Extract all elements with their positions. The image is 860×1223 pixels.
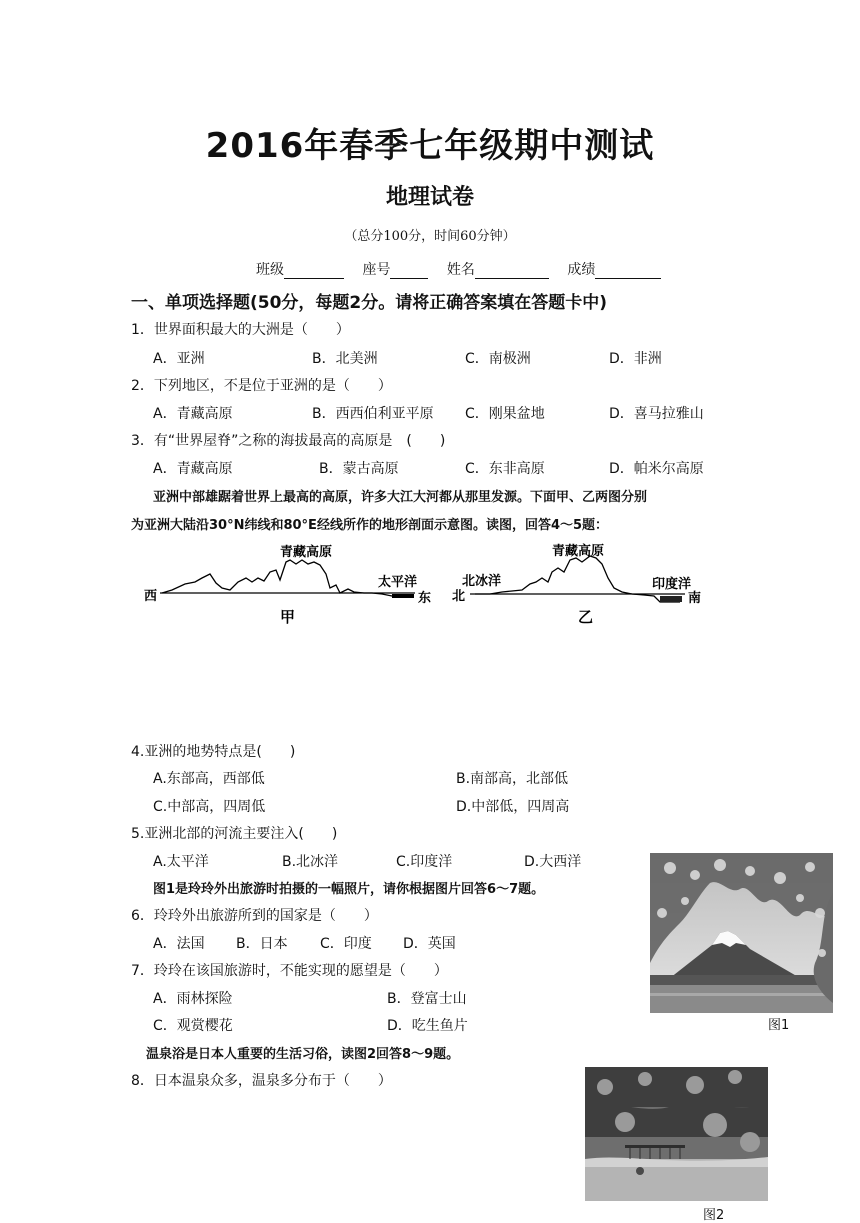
yi-ocean-n-label: 北冰洋 (462, 574, 502, 589)
yi-profile (475, 556, 680, 602)
terrain-profiles (140, 538, 720, 630)
class-blank[interactable] (284, 264, 344, 279)
yi-north-label: 北 (452, 589, 466, 604)
q5-option-c: C.印度洋 (396, 854, 453, 870)
intro-6-7: 图1是玲玲外出旅游时拍摄的一幅照片，请你根据图片回答6～7题。 (153, 882, 545, 897)
mount-fuji-image (650, 853, 833, 1013)
class-label: 班级 (256, 262, 284, 278)
q3-option-c: C．东非高原 (465, 461, 545, 477)
figure-1-caption: 图1 (768, 1018, 790, 1033)
seat-label: 座号 (362, 262, 391, 278)
student-info-line (256, 259, 675, 279)
q5-option-d: D.大西洋 (524, 854, 582, 870)
score-blank[interactable] (595, 264, 661, 279)
q2-option-c: C．刚果盆地 (465, 406, 545, 422)
q5-option-b: B.北冰洋 (282, 854, 339, 870)
page-subtitle: 地理试卷 (385, 185, 474, 210)
jia-sea (392, 594, 414, 598)
name-label: 姓名 (446, 262, 475, 278)
q1-option-c: C．南极洲 (465, 351, 531, 367)
jia-west-label: 西 (144, 589, 158, 604)
intro-4-5-line1: 亚洲中部雄踞着世界上最高的高原，许多大江大河都从那里发源。下面甲、乙两图分别 (153, 490, 648, 505)
figure-1-photo (650, 853, 833, 1013)
q4-option-b: B.南部高，北部低 (456, 771, 569, 787)
yi-ocean-s-label: 印度洋 (652, 577, 692, 592)
score-label: 成绩 (567, 262, 596, 278)
figure-2-caption: 图2 (703, 1208, 725, 1223)
q7-option-a: A．雨林探险 (153, 991, 233, 1007)
intro-8-9: 温泉浴是日本人重要的生活习俗，读图2回答8～9题。 (146, 1047, 460, 1062)
q4-option-d: D.中部低，四周高 (456, 799, 570, 815)
q7-option-b: B．登富士山 (387, 991, 467, 1007)
q4-option-c: C.中部高，四周低 (153, 799, 266, 815)
q6-option-d: D．英国 (403, 936, 456, 952)
seat-blank[interactable] (390, 264, 428, 279)
yi-sea (660, 596, 682, 602)
q3-option-a: A．青藏高原 (153, 461, 233, 477)
q7-option-c: C．观赏樱花 (153, 1018, 233, 1034)
question-8-stem: 8．日本温泉众多，温泉多分布于（ ） (131, 1073, 392, 1089)
jia-ocean-label: 太平洋 (378, 575, 418, 590)
q4-option-a: A.东部高，西部低 (153, 771, 265, 787)
name-blank[interactable] (475, 264, 549, 279)
q1-option-d: D．非洲 (609, 351, 662, 367)
question-1-stem: 1．世界面积最大的大洲是（ ） (131, 322, 350, 338)
yi-south-label: 南 (688, 591, 702, 606)
question-7-stem: 7．玲玲在该国旅游时，不能实现的愿望是（ ） (131, 963, 448, 979)
q6-option-b: B．日本 (236, 936, 288, 952)
question-6-stem: 6．玲玲外出旅游所到的国家是（ ） (131, 908, 378, 924)
section-heading: 一、单项选择题(50分，每题2分。请将正确答案填在答题卡中) (131, 293, 608, 313)
q6-option-c: C．印度 (320, 936, 372, 952)
q2-option-b: B．西西伯利亚平原 (312, 406, 434, 422)
hot-spring-image (585, 1067, 768, 1201)
jia-name: 甲 (280, 608, 296, 626)
jia-profile (162, 560, 412, 596)
yi-name: 乙 (578, 608, 594, 626)
q1-option-b: B．北美洲 (312, 351, 378, 367)
q1-option-a: A．亚洲 (153, 351, 205, 367)
exam-note: （总分100分，时间60分钟） (344, 229, 516, 244)
yi-peak-label: 青藏高原 (552, 544, 605, 559)
q2-option-a: A．青藏高原 (153, 406, 233, 422)
q6-option-a: A．法国 (153, 936, 205, 952)
question-2-stem: 2．下列地区，不是位于亚洲的是（ ） (131, 378, 392, 394)
figure-2-photo (585, 1067, 768, 1201)
intro-4-5-line2: 为亚洲大陆沿30°N纬线和80°E经线所作的地形剖面示意图。读图，回答4～5题： (131, 518, 609, 533)
q2-option-d: D．喜马拉雅山 (609, 406, 704, 422)
jia-east-label: 东 (418, 591, 432, 606)
q3-option-d: D．帕米尔高原 (609, 461, 704, 477)
jia-peak-label: 青藏高原 (280, 545, 333, 560)
question-5-stem: 5.亚洲北部的河流主要注入( ) (131, 826, 338, 842)
q3-option-b: B．蒙古高原 (319, 461, 399, 477)
q5-option-a: A.太平洋 (153, 854, 209, 870)
question-3-stem: 3．有“世界屋脊”之称的海拔最高的高原是 ( ) (131, 433, 446, 449)
page-title: 2016年春季七年级期中测试 (205, 126, 655, 166)
question-4-stem: 4.亚洲的地势特点是( ) (131, 744, 296, 760)
q7-option-d: D．吃生鱼片 (387, 1018, 468, 1034)
